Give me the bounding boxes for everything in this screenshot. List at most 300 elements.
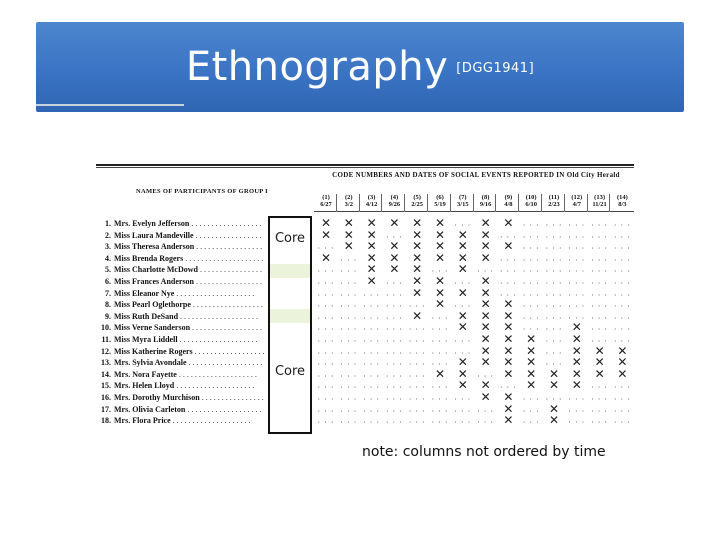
attendance-mark: ✕ [548,401,560,416]
attendance-mark: ✕ [412,285,423,300]
empty-cell: · · · [363,395,381,404]
attendance-mark: ✕ [366,239,377,254]
column-number: (14) [616,194,628,201]
empty-cell: · · · [431,267,449,277]
attendance-mark: ✕ [526,343,537,358]
empty-cell: · · · [522,395,540,404]
empty-cell: · · · [522,255,540,265]
column-number: (6) [436,194,444,201]
attendance-mark: ✕ [480,355,491,370]
attendance-mark: ✕ [548,413,560,428]
empty-cell: · · · [340,348,358,358]
empty-cell: · · · [499,383,517,393]
empty-cell: · · · [591,232,609,242]
attendance-mark: ✕ [503,332,514,346]
table-top-rule-2 [96,167,634,168]
empty-cell: · · · [385,337,403,346]
attendance-mark: ✕ [594,343,605,358]
attendance-mark: ✕ [548,378,560,393]
empty-cell: · · · [545,279,563,288]
empty-cell: · · · [454,221,472,230]
column-header [337,194,361,208]
row-number: 6. [105,277,111,286]
row-number: 1. [105,219,111,228]
column-header [360,194,384,208]
empty-cell: · · · [499,232,517,242]
attendance-mark: ✕ [366,216,377,230]
empty-cell: · · · [613,337,631,346]
table-row [96,276,634,288]
empty-cell: · · · [340,383,358,393]
row-number: 18. [101,416,111,426]
table-row [96,241,634,253]
empty-cell: · · · [522,244,540,254]
empty-cell: · · · [568,290,586,300]
empty-cell: · · · [385,313,403,323]
attendance-mark: ✕ [366,274,377,288]
attendance-mark: ✕ [320,250,332,265]
column-header [474,194,498,208]
empty-cell: · · · [317,267,335,277]
attendance-mark: ✕ [412,239,423,254]
participant-name: Miss Eleanor Nye . . . [114,288,264,300]
empty-cell: · · · [340,313,358,323]
empty-cell: · · · [545,395,563,404]
empty-cell: · · · [568,313,586,323]
row-number: 2. [105,230,111,240]
empty-cell: · · · [591,325,609,335]
column-number: (11) [548,194,560,201]
empty-cell: · · · [431,360,449,370]
column-date: 3/15 [457,201,469,208]
attendance-mark: ✕ [412,274,423,288]
column-date: 9/26 [388,201,401,208]
column-number: (4) [390,194,399,201]
empty-cell: · · · [317,406,335,416]
scanned-table [96,164,634,434]
empty-cell: · · · [591,418,609,428]
attendance-mark: ✕ [412,216,423,230]
empty-cell: · · · [545,348,563,358]
empty-cell: · · · [317,325,335,335]
participant-name: Mrs. Nora Fayette . . . [114,369,264,381]
empty-cell: · · · [340,360,358,370]
empty-cell: · · · [363,406,381,416]
empty-cell: · · · [591,337,609,346]
empty-cell: · · · [477,406,495,416]
empty-cell: · · · [613,418,631,428]
empty-cell: · · · [454,406,472,416]
attendance-mark: ✕ [389,239,400,254]
empty-cell: · · · [317,244,335,254]
empty-cell: · · · [385,360,403,370]
empty-cell: · · · [613,302,631,312]
empty-cell: · · · [522,232,540,242]
attendance-mark: ✕ [526,378,537,393]
empty-cell: · · · [522,418,540,428]
empty-cell: · · · [545,221,563,230]
empty-cell: · · · [591,244,609,254]
attendance-mark: ✕ [480,308,491,323]
empty-cell: · · · [408,418,426,428]
column-date: 6/27 [320,201,332,208]
empty-cell: · · · [340,406,358,416]
slide-note: note: columns not ordered by time [362,444,606,460]
empty-cell: · · · [317,348,335,358]
empty-cell: · · · [613,255,631,265]
attendance-mark: ✕ [480,239,491,254]
empty-cell: · · · [340,302,358,312]
empty-cell: · · · [568,418,586,428]
empty-cell: · · · [454,279,472,288]
column-date: 8/3 [618,201,627,208]
participant-name: Miss Frances Anderson . . . [114,276,264,288]
attendance-mark: ✕ [503,366,514,381]
empty-cell: · · · [568,244,586,254]
column-date: 4/12 [365,201,378,208]
empty-cell: · · · [317,383,335,393]
empty-cell: · · · [591,290,609,300]
attendance-mark: ✕ [457,227,468,242]
participant-name: Mrs. Helen Lloyd . . . [114,380,264,392]
empty-cell: · · · [613,232,631,242]
empty-cell: · · · [545,290,563,300]
attendance-mark: ✕ [434,366,446,381]
participant-name: Miss Brenda Rogers . . . [114,253,264,265]
column-header [565,194,589,208]
empty-cell: · · · [363,337,381,346]
empty-cell: · · · [477,267,495,277]
column-header [519,194,543,208]
attendance-mark: ✕ [503,239,514,254]
empty-cell: · · · [522,313,540,323]
attendance-mark: ✕ [571,366,582,381]
empty-cell: · · · [591,267,609,277]
empty-cell: · · · [385,290,403,300]
column-header [588,194,612,208]
empty-cell: · · · [613,244,631,254]
empty-cell: · · · [340,279,358,288]
empty-cell: · · · [477,371,495,381]
attendance-mark: ✕ [480,250,491,265]
empty-cell: · · · [591,395,609,404]
column-date: 4/8 [504,201,513,208]
empty-cell: · · · [499,290,517,300]
column-divider [404,194,405,212]
empty-cell: · · · [385,302,403,312]
empty-cell: · · · [591,406,609,416]
attendance-mark: ✕ [526,366,537,381]
empty-cell: · · · [454,302,472,312]
empty-cell: · · · [317,313,335,323]
empty-cell: · · · [545,267,563,277]
attendance-mark: ✕ [320,216,332,230]
attendance-mark: ✕ [434,274,446,288]
attendance-mark: ✕ [526,355,537,370]
column-divider [381,194,382,212]
empty-cell: · · · [385,406,403,416]
table-events-header: CODE NUMBERS AND DATES OF SOCIAL EVENTS REPORTED IN Old City Herald [332,171,620,179]
row-number: 10. [101,323,111,333]
empty-cell: · · · [431,383,449,393]
column-date: 6/10 [525,201,537,208]
column-number: (9) [504,194,513,201]
column-header [382,194,406,208]
empty-cell: · · · [591,279,609,288]
attendance-mark: ✕ [480,343,491,358]
empty-cell: · · · [408,348,426,358]
column-number: (13) [594,194,606,201]
row-number: 16. [101,393,111,402]
empty-cell: · · · [545,255,563,265]
empty-cell: · · · [522,325,540,335]
empty-cell: · · · [568,406,586,416]
participant-name: Miss Myra Liddell . . . [114,334,264,346]
column-header [610,194,634,208]
attendance-mark: ✕ [571,343,582,358]
empty-cell: · · · [568,232,586,242]
row-number: 5. [105,265,111,275]
participant-name: Miss Pearl Oglethorpe . . . [114,299,264,311]
participant-name: Mrs. Flora Price . . . [114,415,264,427]
empty-cell: · · · [431,348,449,358]
attendance-mark: ✕ [457,355,468,370]
empty-cell: · · · [363,418,381,428]
empty-cell: · · · [363,325,381,335]
attendance-mark: ✕ [548,366,560,381]
empty-cell: · · · [363,313,381,323]
attendance-mark: ✕ [503,355,514,370]
column-date: 3/2 [344,201,353,208]
attendance-mark: ✕ [320,227,332,242]
empty-cell: · · · [568,302,586,312]
attendance-mark: ✕ [480,285,491,300]
column-divider [564,194,565,212]
table-row [96,299,634,311]
attendance-mark: ✕ [457,320,468,335]
column-header [542,194,566,208]
attendance-mark: ✕ [480,297,491,312]
attendance-mark: ✕ [503,297,514,312]
empty-cell: · · · [340,337,358,346]
attendance-mark: ✕ [617,366,628,381]
attendance-mark: ✕ [412,250,423,265]
attendance-mark: ✕ [457,239,468,254]
empty-cell: · · · [613,221,631,230]
empty-cell: · · · [477,418,495,428]
column-number: (5) [413,194,421,201]
attendance-mark: ✕ [434,285,446,300]
column-divider [427,194,428,212]
attendance-mark: ✕ [617,355,628,370]
column-number: (3) [367,194,376,201]
empty-cell: · · · [408,383,426,393]
row-number: 4. [105,253,111,263]
slide-citation: [DGG1941] [456,61,535,76]
attendance-mark: ✕ [457,308,468,323]
table-row [96,227,634,242]
table-row [96,308,634,323]
empty-cell: · · · [340,267,358,277]
core-bracket [268,216,312,434]
column-divider [587,194,588,212]
column-divider [450,194,451,212]
attendance-mark: ✕ [480,378,491,393]
column-date: 2/23 [548,201,560,208]
table-row [96,343,634,358]
column-divider [518,194,519,212]
empty-cell: · · · [408,325,426,335]
attendance-mark: ✕ [412,308,423,323]
attendance-mark: ✕ [617,343,628,358]
attendance-mark: ✕ [571,378,582,393]
core-label-bottom: Core [270,364,310,379]
empty-cell: · · · [363,348,381,358]
attendance-mark: ✕ [480,274,491,288]
column-date: 11/21 [592,201,607,208]
attendance-mark: ✕ [480,216,491,230]
table-row [96,415,634,427]
empty-cell: · · · [408,360,426,370]
attendance-mark: ✕ [366,262,377,277]
row-number: 17. [101,404,111,414]
attendance-mark: ✕ [503,343,514,358]
empty-cell: · · · [613,395,631,404]
row-number: 14. [101,369,111,379]
empty-cell: · · · [591,255,609,265]
attendance-mark: ✕ [366,227,377,242]
empty-cell: · · · [340,325,358,335]
attendance-mark: ✕ [594,355,605,370]
attendance-mark: ✕ [480,320,491,335]
empty-cell: · · · [454,337,472,346]
row-number: 12. [101,346,111,356]
empty-cell: · · · [613,267,631,277]
attendance-mark: ✕ [434,250,446,265]
empty-cell: · · · [613,290,631,300]
attendance-mark: ✕ [571,332,582,346]
column-number: (8) [481,194,490,201]
empty-cell: · · · [613,313,631,323]
empty-cell: · · · [431,395,449,404]
column-date: 9/16 [479,201,492,208]
empty-cell: · · · [522,290,540,300]
column-divider [495,194,496,212]
empty-cell: · · · [591,221,609,230]
table-top-rule [96,164,634,166]
empty-cell: · · · [431,313,449,323]
empty-cell: · · · [499,279,517,288]
row-number: 8. [105,300,111,310]
empty-cell: · · · [340,255,358,265]
column-number: (12) [571,194,583,201]
column-date: 4/7 [572,201,581,208]
table-row [96,218,634,230]
participant-name: Miss Theresa Anderson . . . [114,241,264,253]
column-divider [473,194,474,212]
empty-cell: · · · [454,395,472,404]
table-row [96,334,634,346]
empty-cell: · · · [340,290,358,300]
participant-name: Mrs. Evelyn Jefferson . . . [114,218,264,230]
empty-cell: · · · [431,337,449,346]
column-header [314,194,338,208]
empty-cell: · · · [591,302,609,312]
empty-cell: · · · [568,267,586,277]
empty-cell: · · · [613,279,631,288]
table-participants-header: NAMES OF PARTICIPANTS OF GROUP I [136,188,268,195]
empty-cell: · · · [317,279,335,288]
empty-cell: · · · [317,337,335,346]
attendance-mark: ✕ [434,216,446,230]
table-row [96,264,634,276]
attendance-mark: ✕ [457,262,468,277]
participant-name: Mrs. Sylvia Avondale . . . [114,357,264,369]
attendance-mark: ✕ [571,320,582,335]
attendance-mark: ✕ [366,250,377,265]
attendance-mark: ✕ [503,390,514,404]
attendance-mark: ✕ [434,297,446,312]
attendance-mark: ✕ [571,355,582,370]
column-number: (2) [345,194,353,201]
row-number: 15. [101,381,111,391]
empty-cell: · · · [363,371,381,381]
empty-cell: · · · [317,360,335,370]
empty-cell: · · · [545,360,563,370]
empty-cell: · · · [385,395,403,404]
empty-cell: · · · [522,406,540,416]
column-divider [359,194,360,212]
attendance-mark: ✕ [457,378,468,393]
table-row [96,380,634,392]
column-divider [541,194,542,212]
attendance-mark: ✕ [503,308,514,323]
attendance-mark: ✕ [389,250,400,265]
row-number: 11. [101,335,111,344]
empty-cell: · · · [431,325,449,335]
empty-cell: · · · [591,383,609,393]
title-divider [36,104,184,106]
participant-name: Miss Laura Mandeville . . . [114,230,264,242]
table-row [96,285,634,300]
empty-cell: · · · [363,290,381,300]
empty-cell: · · · [545,302,563,312]
empty-cell: · · · [591,313,609,323]
participant-name: Mrs. Dorothy Murchison . . . [114,392,264,404]
empty-cell: · · · [363,360,381,370]
column-header [451,194,475,208]
row-number: 3. [105,242,111,252]
attendance-mark: ✕ [526,332,537,346]
table-row [96,250,634,265]
attendance-mark: ✕ [343,239,354,254]
empty-cell: · · · [317,418,335,428]
column-date: 2/25 [411,201,423,208]
participant-name: Miss Ruth DeSand . . . [114,311,264,323]
attendance-mark: ✕ [594,366,605,381]
attendance-mark: ✕ [412,262,423,277]
empty-cell: · · · [385,371,403,381]
empty-cell: · · · [385,418,403,428]
participant-name: Mrs. Olivia Carleton . . . [114,404,264,416]
table-row [96,322,634,334]
attendance-mark: ✕ [457,250,468,265]
participant-name: Miss Verne Sanderson . . . [114,322,264,334]
attendance-mark: ✕ [503,216,514,230]
empty-cell: · · · [340,418,358,428]
empty-cell: · · · [568,255,586,265]
attendance-mark: ✕ [343,227,354,242]
